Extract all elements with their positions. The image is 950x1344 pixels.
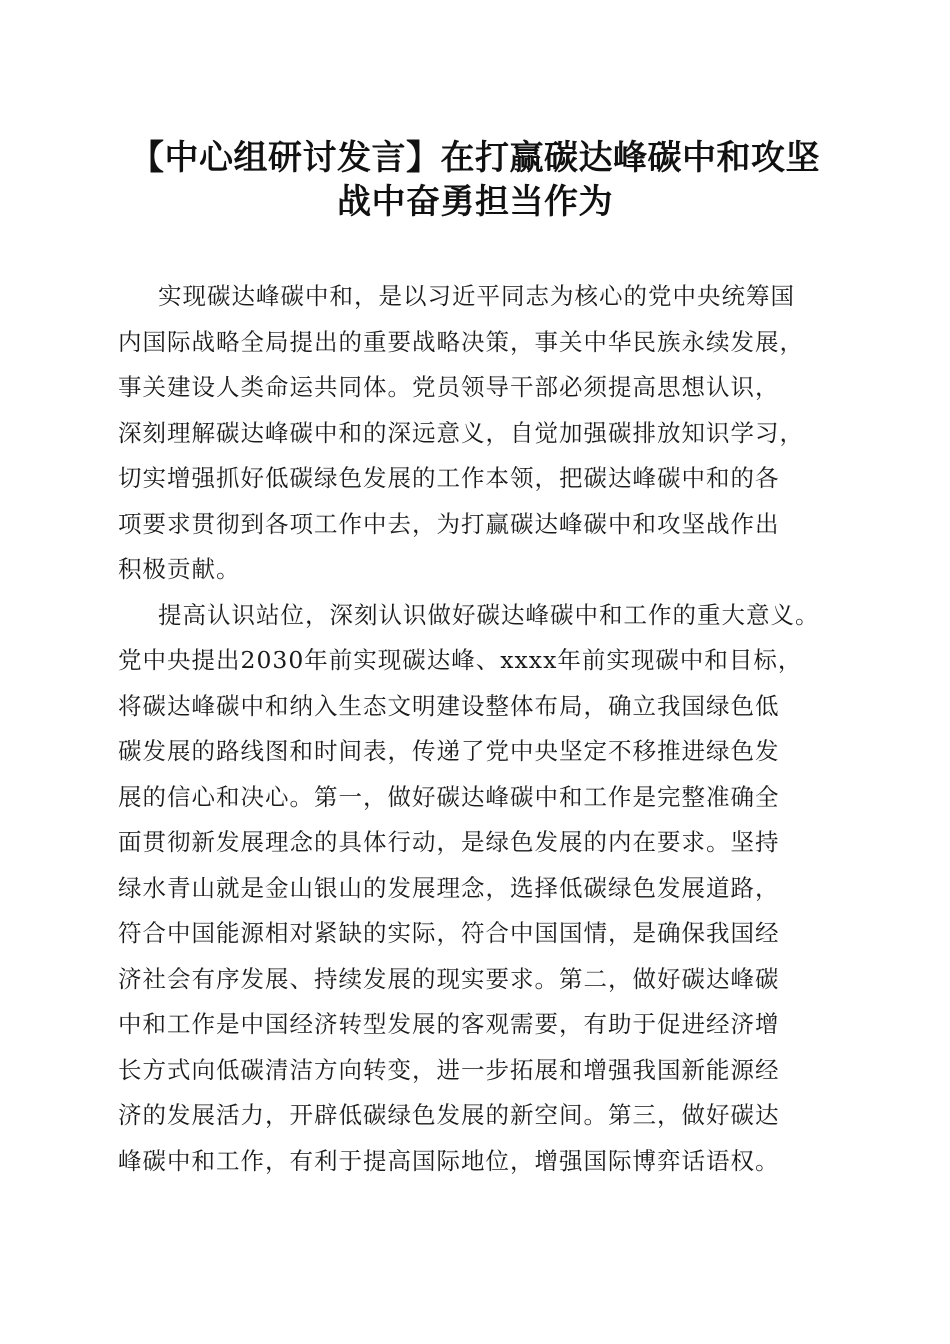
paragraph-line: 提高认识站位，深刻认识做好碳达峰碳中和工作的重大意义。 xyxy=(158,600,820,629)
paragraph-line: 事关建设人类命运共同体。党员领导干部必须提高思想认识， xyxy=(118,373,780,401)
document-body xyxy=(118,274,833,1184)
paragraph-line: 积极贡献。 xyxy=(118,555,241,583)
paragraph-line: 切实增强抓好低碳绿色发展的工作本领，把碳达峰碳中和的各 xyxy=(118,464,780,492)
paragraph-line: 碳发展的路线图和时间表，传递了党中央坚定不移推进绿色发 xyxy=(118,737,780,765)
paragraph-line: 深刻理解碳达峰碳中和的深远意义，自觉加强碳排放知识学习， xyxy=(118,418,804,447)
paragraph-line: 项要求贯彻到各项工作中去，为打赢碳达峰碳中和攻坚战作出 xyxy=(118,509,780,538)
paragraph-1 xyxy=(118,274,833,593)
paragraph-line: 实现碳达峰碳中和，是以习近平同志为核心的党中央统筹国 xyxy=(158,282,795,310)
paragraph-line: 内国际战略全局提出的重要战略决策，事关中华民族永续发展， xyxy=(118,327,804,356)
paragraph-line: 展的信心和决心。第一，做好碳达峰碳中和工作是完整准确全 xyxy=(118,782,780,811)
paragraph-line: 长方式向低碳清洁方向转变，进一步拓展和增强我国新能源经 xyxy=(118,1055,780,1084)
paragraph-2 xyxy=(118,593,833,1185)
paragraph-line: 中和工作是中国经济转型发展的客观需要，有助于促进经济增 xyxy=(118,1010,780,1038)
title-line-2: 战中奋勇担当作为 xyxy=(337,182,613,222)
paragraph-line: 济社会有序发展、持续发展的现实要求。第二，做好碳达峰碳 xyxy=(118,964,780,993)
paragraph-line: 符合中国能源相对紧缺的实际，符合中国国情，是确保我国经 xyxy=(118,919,780,947)
paragraph-line: 面贯彻新发展理念的具体行动，是绿色发展的内在要求。坚持 xyxy=(118,828,780,856)
paragraph-line: 峰碳中和工作，有利于提高国际地位，增强国际博弈话语权。 xyxy=(118,1146,780,1175)
title-line-1: 【中心组研讨发言】在打赢碳达峰碳中和攻坚 xyxy=(130,138,820,178)
paragraph-line: 绿水青山就是金山银山的发展理念，选择低碳绿色发展道路， xyxy=(118,873,780,902)
paragraph-line: 党中央提出2030年前实现碳达峰、xxxx年前实现碳中和目标， xyxy=(118,646,803,674)
paragraph-line: 将碳达峰碳中和纳入生态文明建设整体布局，确立我国绿色低 xyxy=(118,691,780,720)
document-title xyxy=(110,136,840,224)
paragraph-line: 济的发展活力，开辟低碳绿色发展的新空间。第三，做好碳达 xyxy=(118,1101,780,1129)
